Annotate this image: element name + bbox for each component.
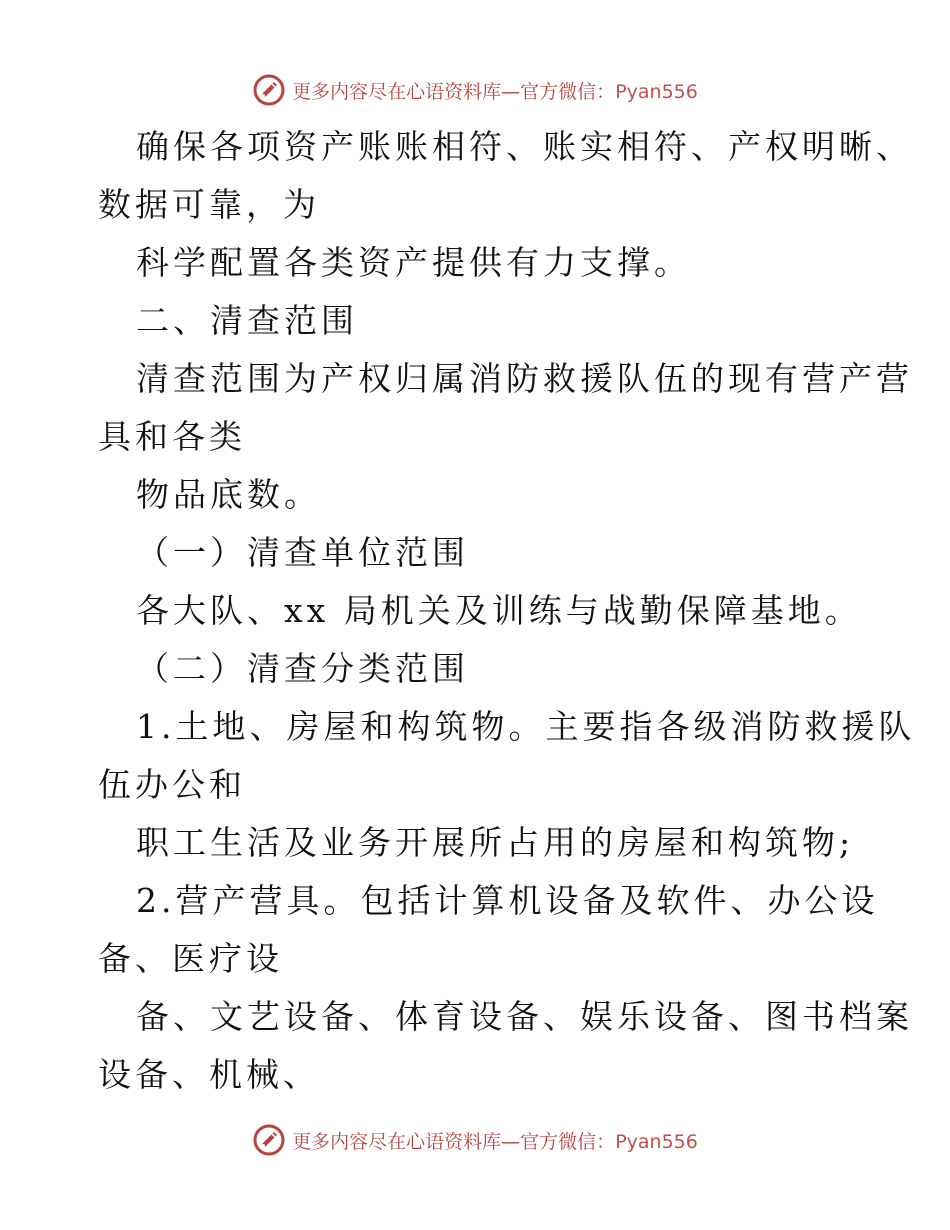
text-line: 科学配置各类资产提供有力支撑。 [136,243,691,282]
watermark-separator: — [501,80,521,103]
watermark-main: 更多内容尽在心语资料库 [292,80,502,103]
text-line: 清查范围为产权归属消防救援队伍的现有营产营 [136,359,913,398]
watermark-id: Pyan556 [615,80,698,103]
text-line: 具和各类 [98,417,246,456]
watermark-logo-icon [252,73,286,107]
header-watermark [0,70,950,110]
text-line: 备、医疗设 [98,939,283,978]
watermark-id: Pyan556 [615,1130,698,1153]
watermark-separator: — [501,1130,521,1153]
text-line: 职工生活及业务开展所占用的房屋和构筑物; [136,823,855,862]
text-line: 数据可靠，为 [98,185,320,224]
subsection-heading: （二）清查分类范围 [136,649,469,688]
watermark-text [292,77,698,104]
text-line: 设备、机械、 [98,1055,320,1094]
text-line: 2.营产营具。包括计算机设备及软件、办公设 [136,881,879,920]
text-line: 备、文艺设备、体育设备、娱乐设备、图书档案 [136,997,913,1036]
text-line: 伍办公和 [98,765,246,804]
watermark-text [292,1127,698,1154]
section-heading: 二、清查范围 [136,301,358,340]
text-line: 物品底数。 [136,475,321,514]
watermark-main: 更多内容尽在心语资料库 [292,1130,502,1153]
subsection-heading: （一）清查单位范围 [136,533,469,572]
watermark-label: 官方微信： [520,1130,616,1153]
watermark-label: 官方微信： [520,80,616,103]
footer-watermark [0,1120,950,1160]
document-body [98,118,916,1104]
text-line: 确保各项资产账账相符、账实相符、产权明晰、 [136,127,913,166]
watermark-logo-icon [252,1123,286,1157]
text-line: 各大队、xx 局机关及训练与战勤保障基地。 [136,591,862,630]
text-line: 1.土地、房屋和构筑物。主要指各级消防救援队 [136,707,916,746]
